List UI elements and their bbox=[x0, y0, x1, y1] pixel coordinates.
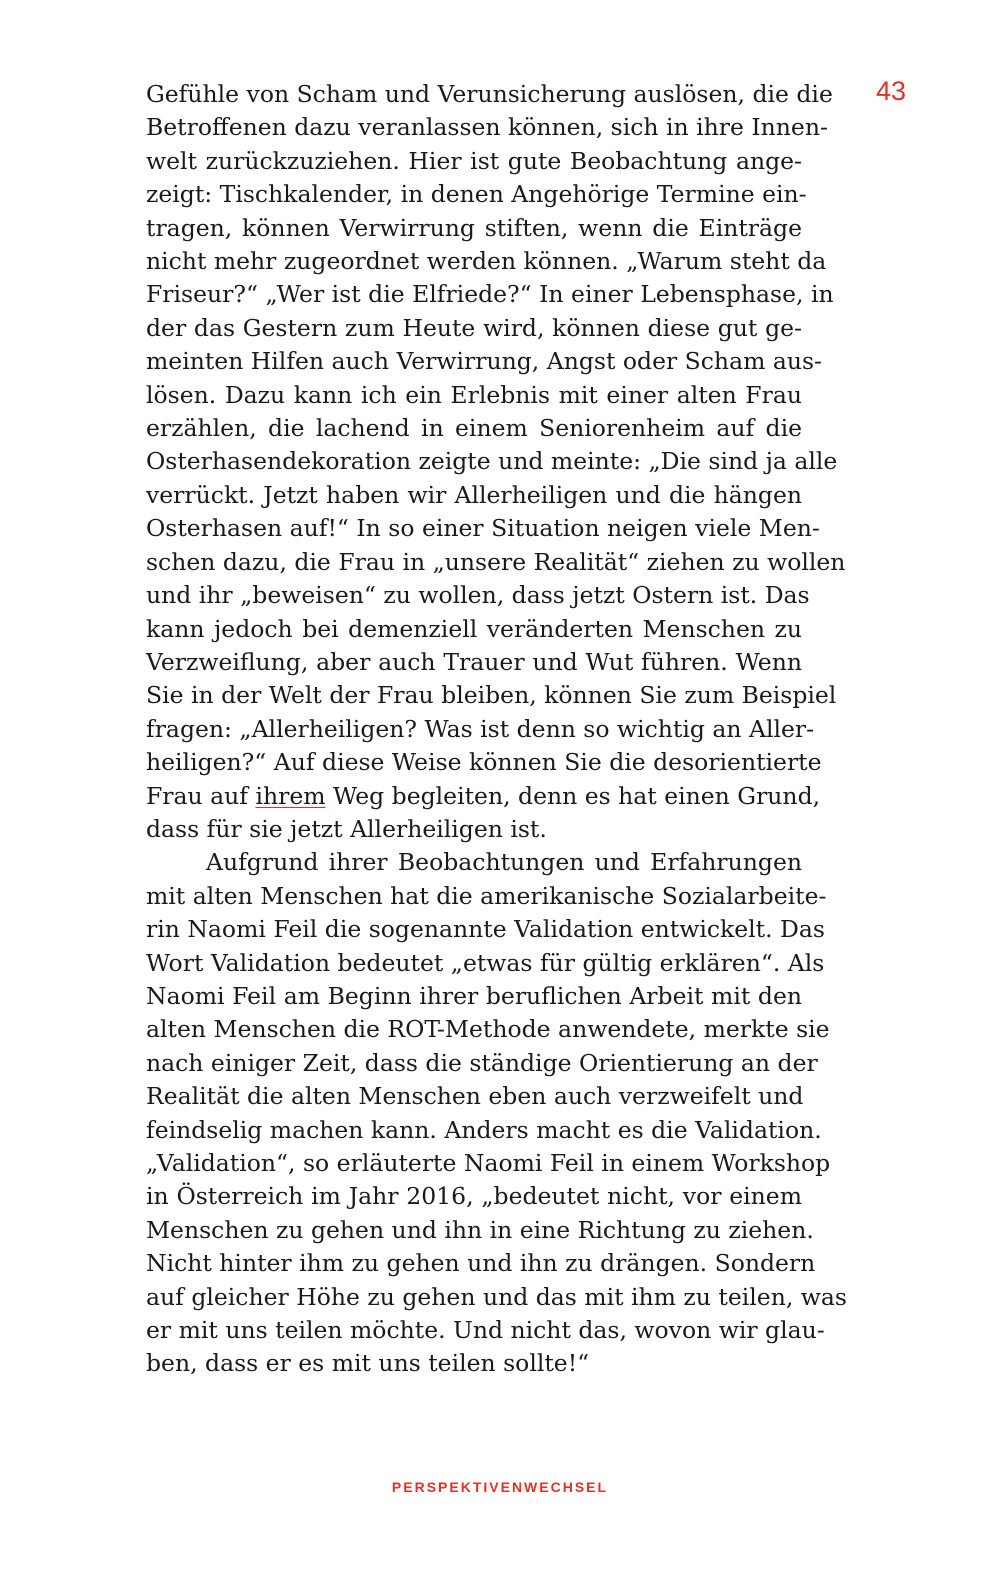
text-line: und ihr „beweisen“ zu wollen, dass jetzt Ostern ist. Das bbox=[146, 581, 810, 610]
paragraph-2 bbox=[146, 846, 847, 1381]
text-line: meinten Hilfen auch Verwirrung, Angst oder Scham aus- bbox=[146, 347, 822, 376]
text-line: Aufgrund ihrer Beobachtungen und Erfahrungen bbox=[206, 848, 802, 877]
text-line: feindselig machen kann. Anders macht es die Validation. bbox=[146, 1115, 822, 1144]
text-line: tragen, können Verwirrung stiften, wenn die Einträge bbox=[146, 213, 802, 242]
text-line: ben, dass er es mit uns teilen sollte!“ bbox=[146, 1349, 590, 1378]
text-line: welt zurückzuziehen. Hier ist gute Beobachtung ange- bbox=[146, 146, 802, 175]
text-fragment: Weg begleiten, denn es hat einen Grund, bbox=[325, 781, 821, 810]
text-line: „Validation“, so erläuterte Naomi Feil in einem Workshop bbox=[146, 1149, 831, 1177]
text-line: heiligen?“ Auf diese Weise können Sie die desorientierte bbox=[146, 748, 822, 777]
text-line: fragen: „Allerheiligen? Was ist denn so wichtig an Aller- bbox=[146, 714, 815, 743]
text-line: verrückt. Jetzt haben wir Allerheiligen und die hängen bbox=[146, 480, 802, 509]
text-fragment: Frau auf bbox=[146, 781, 256, 810]
text-line-underlined bbox=[146, 780, 821, 813]
text-line: erzählen, die lachend in einem Seniorenheim auf die bbox=[146, 414, 802, 443]
text-line: nach einiger Zeit, dass die ständige Orientierung an der bbox=[146, 1048, 818, 1077]
text-line: kann jedoch bei demenziell veränderten Menschen zu bbox=[146, 614, 802, 643]
paragraph-1 bbox=[146, 78, 846, 846]
text-line: der das Gestern zum Heute wird, können diese gut ge- bbox=[146, 313, 802, 342]
text-line: Nicht hinter ihm zu gehen und ihn zu drängen. Sondern bbox=[146, 1249, 816, 1278]
text-line: zeigt: Tischkalender, in denen Angehörige Termine ein- bbox=[146, 180, 807, 209]
text-line: auf gleicher Höhe zu gehen und das mit ihm zu teilen, was bbox=[146, 1282, 847, 1311]
text-line: lösen. Dazu kann ich ein Erlebnis mit einer alten Frau bbox=[146, 380, 802, 409]
text-line: Friseur?“ „Wer ist die Elfriede?“ In einer Lebensphase, in bbox=[146, 280, 834, 309]
text-line: schen dazu, die Frau in „unsere Realität“ ziehen zu wollen bbox=[146, 547, 846, 576]
text-line: Realität die alten Menschen eben auch verzweifelt und bbox=[146, 1082, 804, 1111]
text-line: dass für sie jetzt Allerheiligen ist. bbox=[146, 814, 547, 843]
body-text bbox=[146, 78, 847, 1381]
text-line: Gefühle von Scham und Verunsicherung auslösen, die die bbox=[146, 80, 833, 108]
text-line: in Österreich im Jahr 2016, „bedeutet nicht, vor einem bbox=[146, 1182, 802, 1211]
page-number: 43 bbox=[876, 76, 907, 106]
text-line: Verzweiflung, aber auch Trauer und Wut führen. Wenn bbox=[146, 647, 802, 676]
text-line: Osterhasendekoration zeigte und meinte: „Die sind ja alle bbox=[146, 447, 838, 476]
underlined-word: ihrem bbox=[255, 781, 326, 810]
text-line: alten Menschen die ROT-Methode anwendete, merkte sie bbox=[146, 1015, 830, 1044]
text-line: Betroffenen dazu veranlassen können, sich in ihre Innen- bbox=[146, 113, 828, 142]
text-line: Menschen zu gehen und ihn in eine Richtung zu ziehen. bbox=[146, 1215, 814, 1244]
text-line: Osterhasen auf!“ In so einer Situation neigen viele Men- bbox=[146, 514, 820, 543]
text-line: Naomi Feil am Beginn ihrer beruflichen Arbeit mit den bbox=[146, 981, 802, 1010]
text-line: rin Naomi Feil die sogenannte Validation entwickelt. Das bbox=[146, 915, 825, 944]
footer-title: PERSPEKTIVENWECHSEL bbox=[391, 1479, 609, 1495]
text-line: Wort Validation bedeutet „etwas für gültig erklären“. Als bbox=[146, 948, 825, 977]
text-line: mit alten Menschen hat die amerikanische Sozialarbeite- bbox=[146, 881, 827, 910]
text-line: nicht mehr zugeordnet werden können. „Warum steht da bbox=[146, 247, 827, 276]
text-line: Sie in der Welt der Frau bleiben, können Sie zum Beispiel bbox=[146, 681, 837, 710]
text-line: er mit uns teilen möchte. Und nicht das, wovon wir glau- bbox=[146, 1316, 825, 1345]
